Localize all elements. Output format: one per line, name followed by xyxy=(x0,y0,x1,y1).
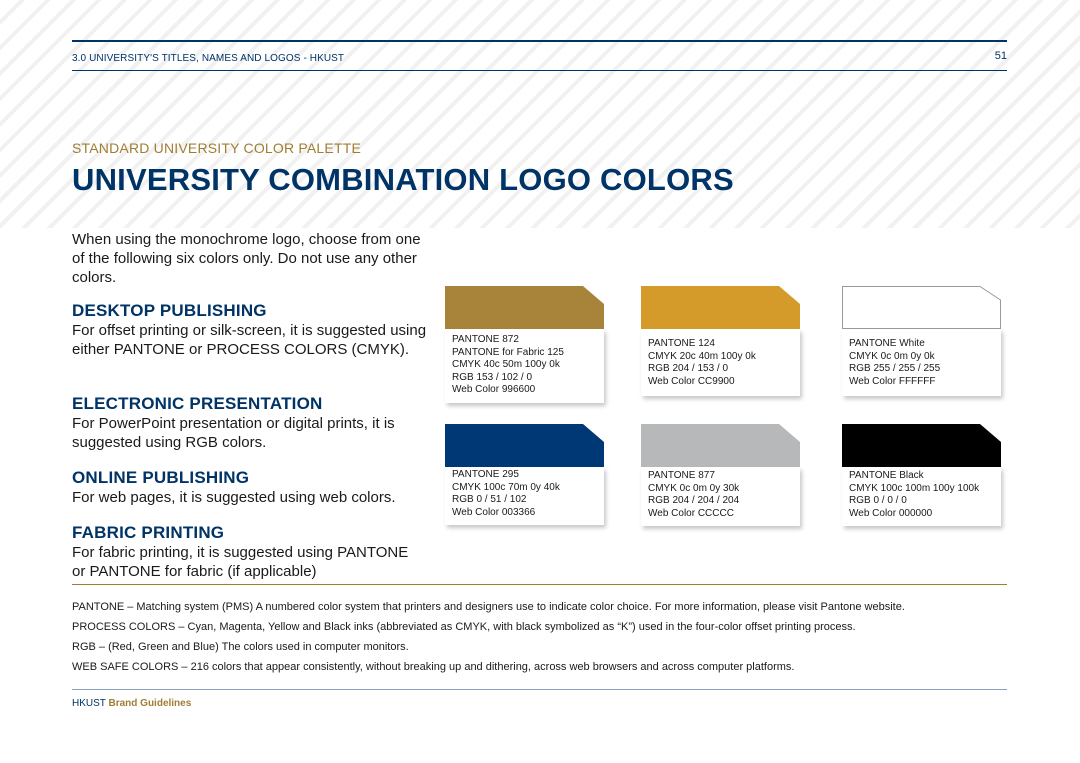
intro-text: When using the monochrome logo, choose from one of the following six colors only. Do not use any other colors. xyxy=(72,231,421,286)
fabric-printing-text: For fabric printing, it is suggested using PANTONE or PANTONE for fabric (if applicable) xyxy=(72,544,409,580)
swatch-card-pantone-124 xyxy=(641,286,800,396)
header-rule-top xyxy=(72,40,1007,42)
rgb-value: RGB 204 / 204 / 204 xyxy=(648,495,740,506)
cmyk-value: CMYK 20c 40m 100y 0k xyxy=(648,350,756,362)
swatch-details xyxy=(842,329,1001,396)
cmyk-value: CMYK 100c 100m 100y 100k xyxy=(849,482,980,494)
cmyk-value: CMYK 0c 0m 0y 0k xyxy=(849,350,935,362)
pantone-code: PANTONE 872 xyxy=(452,334,519,345)
footer-divider xyxy=(72,689,1007,690)
web-color-value: Web Color FFFFFF xyxy=(849,375,936,387)
footer-brand: Brand Guidelines xyxy=(108,698,192,709)
swatch-details xyxy=(641,329,800,396)
glossary-pantone: PANTONE – Matching system (PMS) A numbered color system that printers and designers use to indicate color choice. For more information, please visit Pantone website. xyxy=(72,601,905,613)
swatch-details xyxy=(445,467,604,525)
swatch-pantone-white xyxy=(842,286,1001,329)
glossary-divider xyxy=(72,584,1007,585)
rgb-value: RGB 204 / 153 / 0 xyxy=(648,363,729,374)
page-number: 51 xyxy=(994,50,1007,62)
footer-org: HKUST xyxy=(72,698,106,709)
cmyk-value: CMYK 40c 50m 100y 0k xyxy=(452,359,560,370)
pantone-code: PANTONE White xyxy=(849,338,925,349)
pantone-code: PANTONE 295 xyxy=(452,469,519,480)
glossary-process-colors: PROCESS COLORS – Cyan, Magenta, Yellow and Black inks (abbreviated as CMYK, with black symbolized as “K”) used in the four-color offset printing process. xyxy=(72,621,856,633)
swatch-pantone-877 xyxy=(641,424,800,467)
web-color-value: Web Color CC9900 xyxy=(648,375,735,387)
glossary xyxy=(72,597,1007,677)
swatch-pantone-black xyxy=(842,424,1001,467)
header-rule-bottom xyxy=(72,70,1007,71)
web-color-value: Web Color 003366 xyxy=(452,506,536,518)
pantone-fabric-code: PANTONE for Fabric 125 xyxy=(452,346,564,358)
swatch-card-pantone-white xyxy=(842,286,1001,396)
online-publishing-text: For web pages, it is suggested using web colors. xyxy=(72,489,396,506)
electronic-presentation-text: For PowerPoint presentation or digital prints, it is suggested using RGB colors. xyxy=(72,415,395,451)
pantone-code: PANTONE 877 xyxy=(648,470,715,481)
web-color-value: Web Color CCCCC xyxy=(648,507,734,519)
electronic-presentation-heading: ELECTRONIC PRESENTATION xyxy=(72,394,323,413)
desktop-publishing-text: For offset printing or silk-screen, it is suggested using either PANTONE or PROCESS COLORS (CMYK). xyxy=(72,322,427,358)
cmyk-value: CMYK 100c 70m 0y 40k xyxy=(452,481,560,493)
cmyk-value: CMYK 0c 0m 0y 30k xyxy=(648,482,740,494)
rgb-value: RGB 0 / 0 / 0 xyxy=(849,495,907,506)
swatch-pantone-295 xyxy=(445,424,604,467)
glossary-web-safe-colors: WEB SAFE COLORS – 216 colors that appear consistently, without breaking up and dithering, across web browsers and across computer platforms. xyxy=(72,661,795,673)
swatch-details xyxy=(641,467,800,526)
swatch-card-pantone-877 xyxy=(641,424,800,526)
swatch-pantone-872 xyxy=(445,286,604,329)
swatch-card-pantone-295 xyxy=(445,424,604,525)
rgb-value: RGB 0 / 51 / 102 xyxy=(452,494,527,505)
fabric-printing-heading: FABRIC PRINTING xyxy=(72,523,225,542)
online-publishing-heading: ONLINE PUBLISHING xyxy=(72,468,250,487)
swatch-details xyxy=(445,329,604,403)
swatch-pantone-124 xyxy=(641,286,800,329)
swatch-card-pantone-black xyxy=(842,424,1001,526)
swatch-details xyxy=(842,467,1001,526)
footer xyxy=(72,698,191,709)
web-color-value: Web Color 996600 xyxy=(452,384,536,395)
palette-kicker: STANDARD UNIVERSITY COLOR PALETTE xyxy=(72,140,361,156)
glossary-rgb: RGB – (Red, Green and Blue) The colors used in computer monitors. xyxy=(72,641,409,653)
pantone-code: PANTONE 124 xyxy=(648,338,715,349)
swatch-card-pantone-872 xyxy=(445,286,604,403)
web-color-value: Web Color 000000 xyxy=(849,507,933,519)
section-label: 3.0 UNIVERSITY'S TITLES, NAMES AND LOGOS - HKUST xyxy=(72,53,345,64)
desktop-publishing-heading: DESKTOP PUBLISHING xyxy=(72,301,267,320)
rgb-value: RGB 153 / 102 / 0 xyxy=(452,371,533,383)
pantone-code: PANTONE Black xyxy=(849,470,924,481)
page-title: UNIVERSITY COMBINATION LOGO COLORS xyxy=(72,162,734,197)
rgb-value: RGB 255 / 255 / 255 xyxy=(849,363,941,374)
